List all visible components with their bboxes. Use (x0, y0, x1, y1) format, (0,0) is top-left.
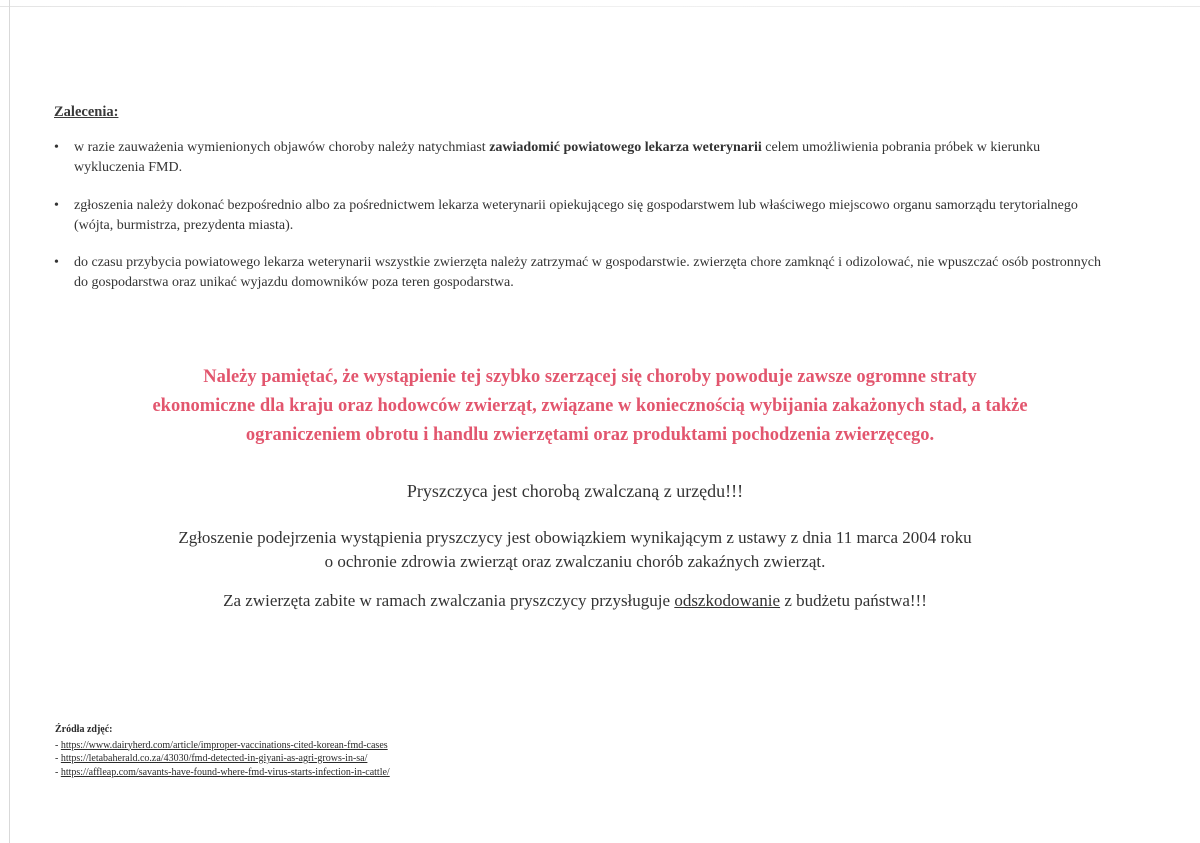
recommendation-text: do czasu przybycia powiatowego lekarza weterynarii wszystkie zwierzęta należy zatrzymać w gospodarstwie. zwierzęta chore zamknąć i odizolować, nie wpuszczać osób postronnych do gospodarstwa oraz unikać wyjazdu domowników poza teren gospodarstwa. (74, 255, 1101, 290)
warning-line: ograniczeniem obrotu i handlu zwierzętami oraz produktami pochodzenia zwierzęcego. (245, 425, 935, 445)
recommendation-text: celem umożliwienia pobrania próbek w kierunku wykluczenia FMD. (74, 140, 1041, 175)
source-prefix: - (55, 739, 61, 751)
warning-block (40, 363, 1140, 450)
recommendations-heading: Zalecenia: (54, 104, 119, 120)
compensation-notice (0, 591, 1150, 611)
compensation-text: Za zwierzęta zabite w ramach zwalczania pryszczycy przysługuje (223, 591, 675, 610)
bullet-icon: • (54, 255, 59, 270)
recommendation-text: w razie zauważenia wymienionych objawów choroby należy natychmiast (74, 140, 490, 155)
warning-line: ekonomiczne dla kraju oraz hodowców zwierząt, związane w koniecznością wybijania zakażonych stad, a także (152, 396, 1028, 416)
source-link[interactable]: https://letabaherald.co.za/43030/fmd-detected-in-giyani-as-agri-grows-in-sa/ (60, 753, 368, 764)
bullet-icon: • (54, 198, 59, 213)
source-prefix: - (55, 753, 61, 764)
list-item (54, 196, 1114, 236)
compensation-text: z budżetu państwa!!! (780, 591, 927, 610)
sources-block (55, 723, 390, 779)
compensation-underlined: odszkodowanie (674, 591, 781, 610)
list-item (54, 253, 1114, 293)
notice-title: Pryszczyca jest chorobą zwalczaną z urzędu!!! (406, 481, 744, 501)
scan-edge-top (0, 6, 1200, 7)
sources-title: Źródła zdjęć: (55, 724, 113, 735)
source-line (55, 766, 390, 780)
source-link[interactable]: https://affleap.com/savants-have-found-where-fmd-virus-starts-infection-in-cattle/ (60, 766, 390, 778)
warning-line: Należy pamiętać, że wystąpienie tej szybko szerzącej się choroby powoduje zawsze ogromne straty (203, 367, 977, 387)
source-line (55, 752, 390, 766)
legal-line: Zgłoszenie podejrzenia wystąpienia pryszczycy jest obowiązkiem wynikającym z ustawy z dnia 11 marca 2004 roku (178, 528, 972, 547)
recommendations-list (54, 138, 1114, 311)
list-item (54, 138, 1114, 178)
legal-notice (0, 526, 1150, 574)
legal-line: o ochronie zdrowia zwierząt oraz zwalczaniu chorób zakaźnych zwierząt. (324, 552, 826, 571)
recommendation-emphasis: zawiadomić powiatowego lekarza weterynarii (489, 140, 762, 155)
source-line (55, 739, 390, 753)
source-prefix: - (55, 766, 61, 778)
recommendation-text: zgłoszenia należy dokonać bezpośrednio albo za pośrednictwem lekarza weterynarii opiekującego się gospodarstwem lub właściwego miejscowo organu samorządu terytorialnego (wójta, burmistrza, prezydenta miasta). (74, 198, 1078, 233)
bullet-icon: • (54, 140, 59, 155)
scan-edge-left (9, 0, 10, 843)
source-link[interactable]: https://www.dairyherd.com/article/improper-vaccinations-cited-korean-fmd-cases (60, 739, 388, 751)
